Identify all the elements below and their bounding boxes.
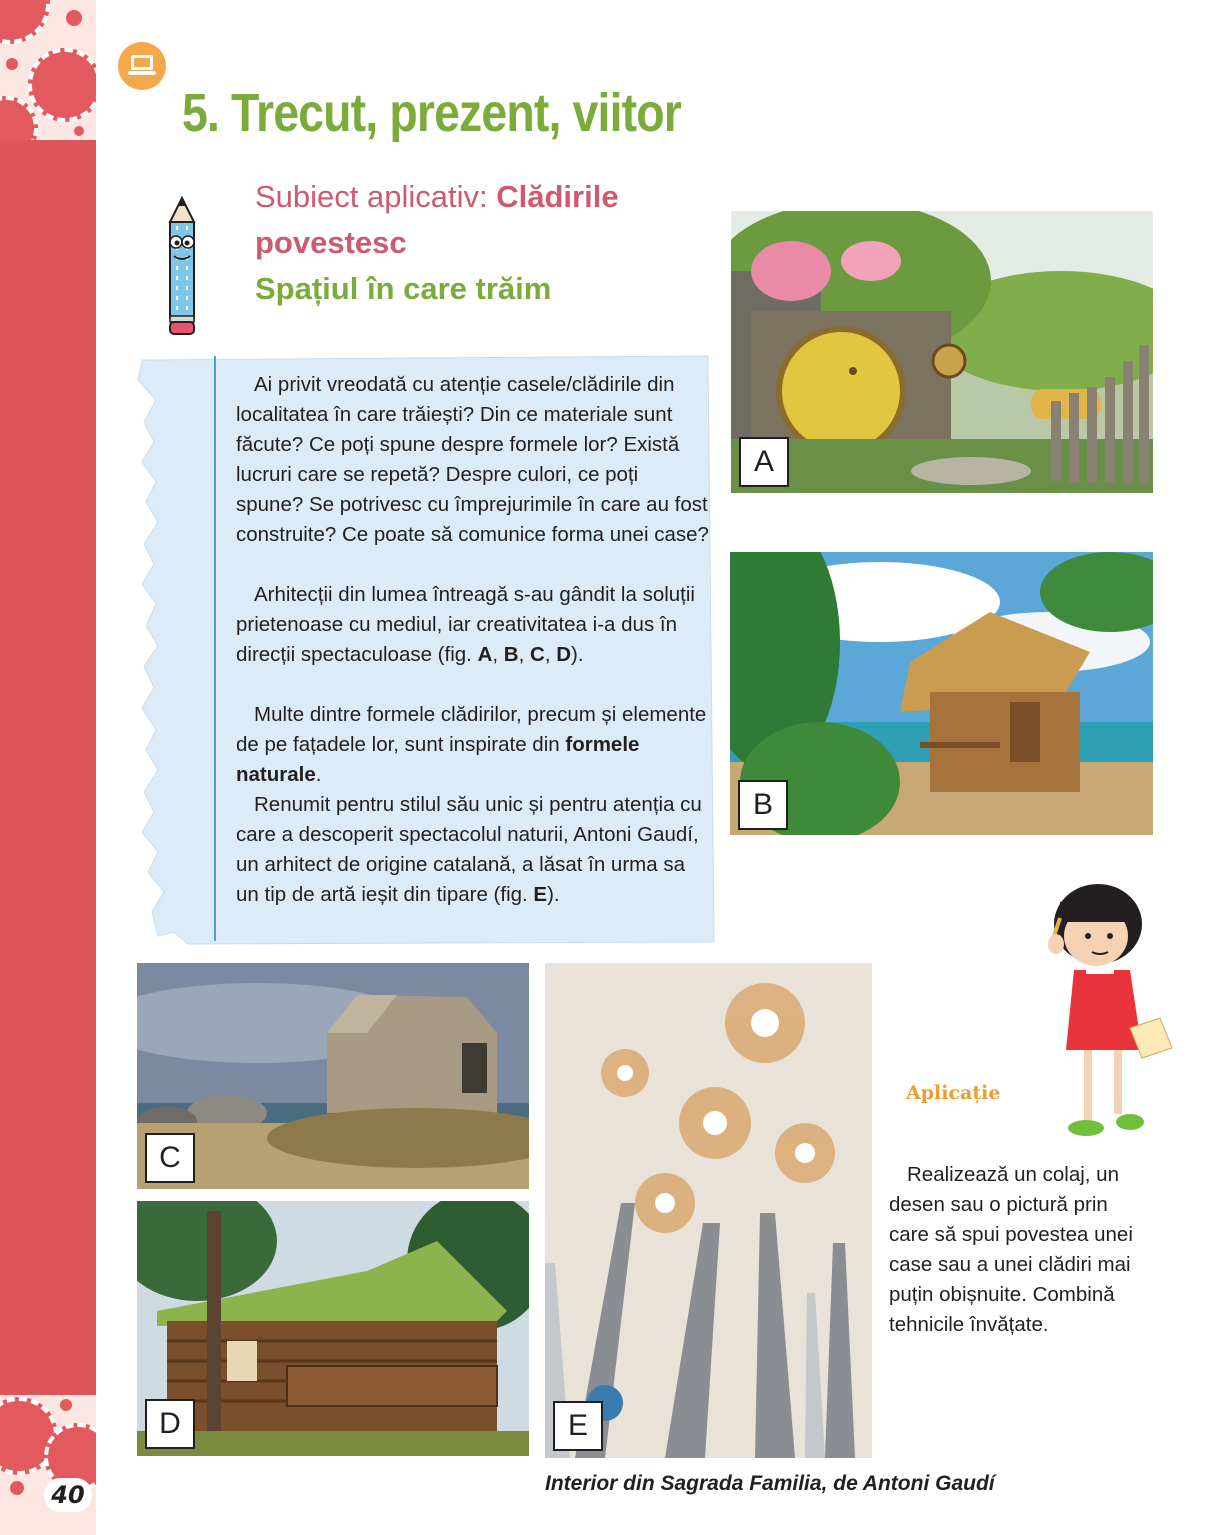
decorative-dots-bottom xyxy=(0,1395,96,1535)
subject-subtopic: Spațiul în care trăim xyxy=(255,271,552,306)
note-paragraph-4: Renumit pentru stilul său unic și pentru atenția cu care a descoperit spectacolul naturii, Antoni Gaudí, un arhitect de origine catalană, a lăsat în urma sa un tip de artă ieșit din tipare (fig. E). xyxy=(236,793,702,906)
photo-e-sagrada-familia xyxy=(545,963,872,1458)
subject-topic: Clădirile povestesc xyxy=(255,179,619,260)
decorative-dots-top xyxy=(0,0,96,140)
photo-label-e: E xyxy=(553,1401,603,1451)
page-title: 5. Trecut, prezent, viitor xyxy=(182,83,681,143)
photo-label-a: A xyxy=(739,437,789,487)
application-heading: Aplicație xyxy=(906,1082,1001,1104)
pencil-mascot xyxy=(160,196,204,338)
girl-illustration xyxy=(1030,878,1180,1150)
photo-label-c: C xyxy=(145,1133,195,1183)
photo-c-stone-hut xyxy=(137,963,529,1189)
photo-d-log-cabin xyxy=(137,1201,529,1456)
page-number: 40 xyxy=(44,1478,92,1512)
photo-b-bamboo-hut xyxy=(730,552,1153,835)
laptop-icon xyxy=(118,42,166,90)
note-paragraph-3: Multe dintre formele clădirilor, precum și elemente de pe fațadele lor, sunt inspirate din formele naturale. xyxy=(236,703,707,786)
note-paragraph-2: Arhitecții din lumea întreagă s-au gândit la soluții prietenoase cu mediul, iar creativitatea i-a dus în direcții spectaculoase (fig. A, B, C, D). xyxy=(236,583,695,666)
note-paragraph-1: Ai privit vreodată cu atenție casele/clădirile din localitatea în care trăiești? Din ce materiale sunt făcute? Ce poți spune despre formele lor? Există lucruri care se repetă? Despre culori, ce poți spune? Se potrivesc cu împrejurimile în care au fost construite? Ce poate să comunice forma unei case? xyxy=(236,373,709,546)
note-margin-line xyxy=(214,356,216,941)
photo-e-caption: Interior din Sagrada Familia, de Antoni Gaudí xyxy=(545,1472,995,1495)
photo-a-hobbit-house xyxy=(731,211,1153,493)
note-text xyxy=(236,370,711,910)
subject-heading xyxy=(255,174,675,312)
subject-label: Subiect aplicativ: xyxy=(255,179,497,214)
application-text: Realizează un colaj, un desen sau o pictură prin care să spui povestea unei case sau a unei clădiri mai puțin obișnuite. Combină tehnicile învățate. xyxy=(889,1163,1133,1336)
photo-label-b: B xyxy=(738,780,788,830)
side-band xyxy=(0,0,96,1535)
photo-label-d: D xyxy=(145,1399,195,1449)
